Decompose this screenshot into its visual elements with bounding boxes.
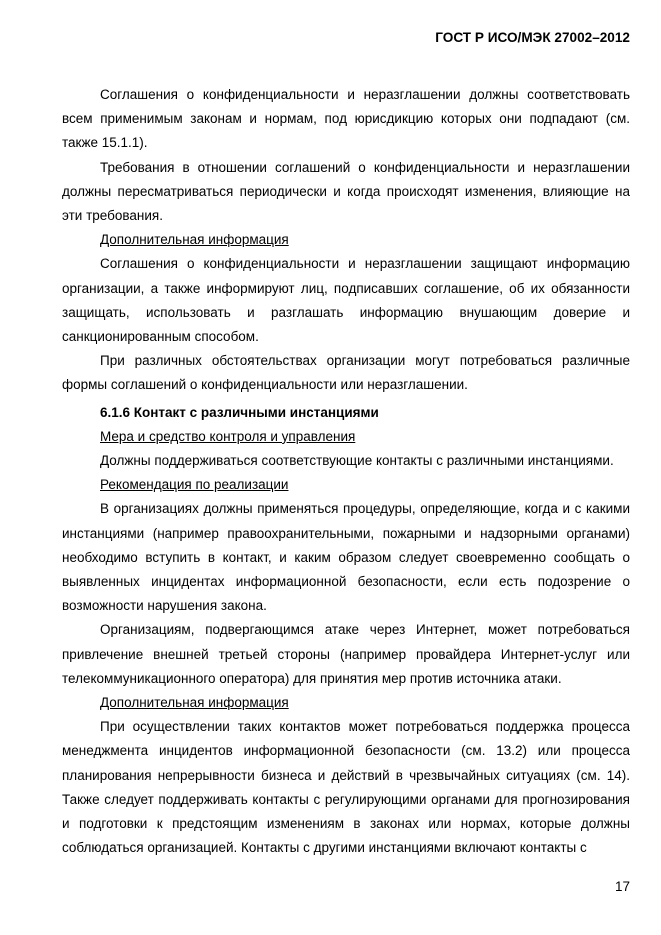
section-heading: 6.1.6 Контакт с различными инстанциями — [100, 404, 379, 420]
subheading-additional-info: Дополнительная информация — [100, 232, 289, 248]
paragraph: При различных обстоятельствах организации могут потребоваться различные формы соглашений о конфиденциальности или неразглашении. — [62, 353, 630, 393]
paragraph: Соглашения о конфиденциальности и неразглашении должны соответствовать всем применимым законам и нормам, под юрисдикцию которых они подпадают (см. также 15.1.1). — [62, 87, 630, 151]
document-body — [62, 83, 630, 861]
standard-header: ГОСТ Р ИСО/МЭК 27002–2012 — [435, 30, 630, 45]
subheading-additional-info: Дополнительная информация — [100, 695, 289, 711]
page-number: 17 — [614, 879, 630, 894]
subheading-implementation: Рекомендация по реализации — [100, 477, 289, 493]
paragraph: Должны поддерживаться соответствующие контакты с различными инстанциями. — [100, 453, 614, 469]
paragraph: Требования в отношении соглашений о конфиденциальности и неразглашении должны пересматриваться периодически и когда происходят изменения, влияющие на эти требования. — [62, 159, 630, 224]
paragraph: При осуществлении таких контактов может потребоваться поддержка процесса менеджмента инцидентов информационной безопасности (см. 13.2) или процесса планирования непрерывности бизнеса и действий в чрезвычайных ситуациях (см. 14). Также следует поддерживать контакты с регулирующими органами для прогнозирования и подготовки к предстоящим изменениям в законах или нормах, которые должны соблюдаться организацией. Контакты с другими инстанциями включают контакты с — [62, 719, 630, 856]
paragraph: Организациям, подвергающимся атаке через Интернет, может потребоваться привлечение внешней третьей стороны (например провайдера Интернет-услуг или телекоммуникационного оператора) для принятия мер против источника атаки. — [62, 622, 630, 686]
paragraph: В организациях должны применяться процедуры, определяющие, когда и с какими инстанциями (например правоохранительными, пожарными и надзорными органами) необходимо вступить в контакт, и каким образом следует своевременно сообщать о выявленных инцидентах информационной безопасности, если есть подозрение о возможности нарушения закона. — [62, 501, 630, 614]
subheading-control: Мера и средство контроля и управления — [100, 428, 356, 444]
paragraph: Соглашения о конфиденциальности и неразглашении защищают информацию организации, а также информируют лиц, подписавших соглашение, об их обязанности защищать, использовать и разглашать информацию внушающим доверие и санкционированным способом. — [62, 256, 630, 345]
